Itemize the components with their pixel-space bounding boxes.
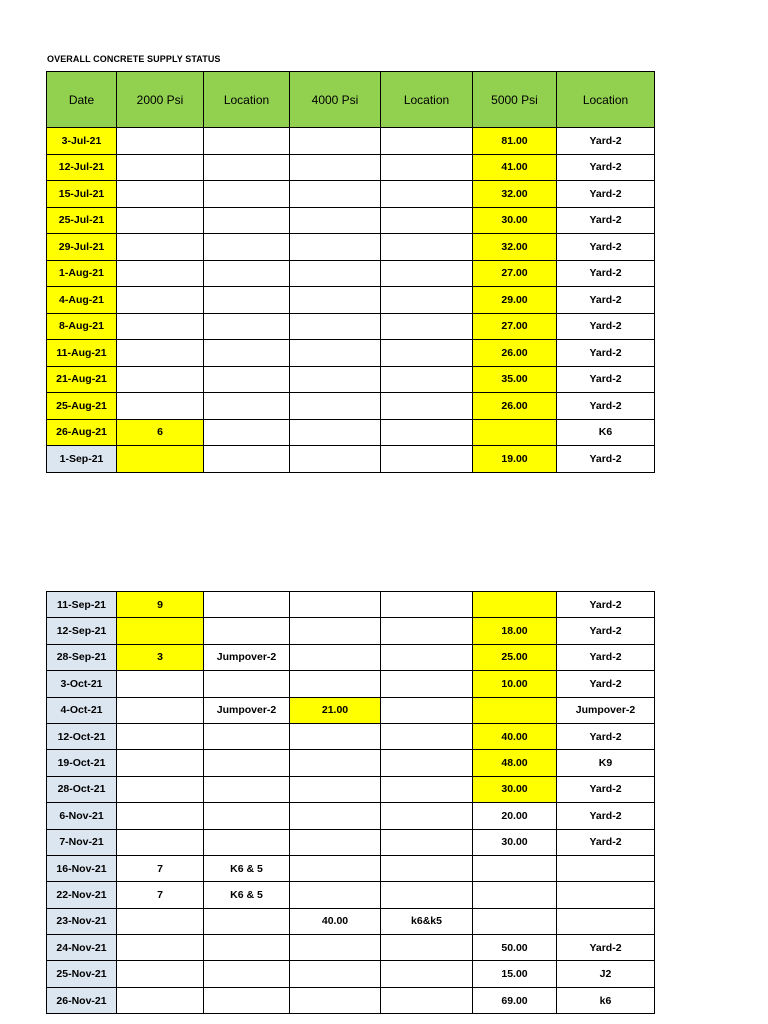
location-2000-cell: [204, 829, 290, 855]
psi-4000-cell: [290, 234, 381, 261]
date-cell: 11-Aug-21: [47, 340, 117, 367]
location-4000-cell: k6&k5: [381, 908, 473, 934]
date-cell: 16-Nov-21: [47, 855, 117, 881]
location-5000-cell: Yard-2: [557, 366, 655, 393]
date-cell: 12-Jul-21: [47, 154, 117, 181]
location-4000-cell: [381, 154, 473, 181]
psi-2000-cell: [117, 366, 204, 393]
location-2000-cell: K6 & 5: [204, 855, 290, 881]
table-row: [47, 776, 655, 802]
psi-5000-cell: 81.00: [473, 128, 557, 155]
date-cell: 28-Sep-21: [47, 644, 117, 670]
psi-4000-cell: [290, 207, 381, 234]
table-row: [47, 803, 655, 829]
location-4000-cell: [381, 987, 473, 1013]
table-row: [47, 697, 655, 723]
psi-4000-cell: [290, 128, 381, 155]
location-5000-cell: Yard-2: [557, 644, 655, 670]
location-2000-cell: [204, 393, 290, 420]
table-row: [47, 987, 655, 1013]
location-5000-cell: Yard-2: [557, 340, 655, 367]
table-row: [47, 935, 655, 961]
psi-4000-cell: [290, 829, 381, 855]
psi-5000-cell: 29.00: [473, 287, 557, 314]
location-4000-cell: [381, 671, 473, 697]
date-cell: 26-Nov-21: [47, 987, 117, 1013]
location-5000-cell: Yard-2: [557, 446, 655, 473]
location-2000-cell: [204, 260, 290, 287]
location-4000-cell: [381, 181, 473, 208]
psi-4000-cell: [290, 154, 381, 181]
location-5000-cell: k6: [557, 987, 655, 1013]
location-5000-cell: Yard-2: [557, 592, 655, 618]
table-row: [47, 592, 655, 618]
header-2000-psi: 2000 Psi: [117, 72, 204, 128]
location-2000-cell: [204, 446, 290, 473]
psi-5000-cell: [473, 419, 557, 446]
location-2000-cell: [204, 419, 290, 446]
location-2000-cell: [204, 961, 290, 987]
date-cell: 8-Aug-21: [47, 313, 117, 340]
psi-2000-cell: [117, 697, 204, 723]
date-cell: 19-Oct-21: [47, 750, 117, 776]
location-5000-cell: J2: [557, 961, 655, 987]
psi-2000-cell: [117, 154, 204, 181]
location-5000-cell: Yard-2: [557, 128, 655, 155]
psi-5000-cell: 35.00: [473, 366, 557, 393]
table-row: [47, 644, 655, 670]
location-4000-cell: [381, 855, 473, 881]
table-row: [47, 446, 655, 473]
location-5000-cell: Yard-2: [557, 207, 655, 234]
location-5000-cell: Yard-2: [557, 287, 655, 314]
psi-5000-cell: 20.00: [473, 803, 557, 829]
psi-4000-cell: [290, 723, 381, 749]
location-2000-cell: [204, 908, 290, 934]
psi-5000-cell: [473, 855, 557, 881]
location-5000-cell: Yard-2: [557, 723, 655, 749]
psi-5000-cell: 27.00: [473, 260, 557, 287]
location-5000-cell: K6: [557, 419, 655, 446]
location-2000-cell: [204, 803, 290, 829]
location-2000-cell: [204, 592, 290, 618]
location-5000-cell: Yard-2: [557, 313, 655, 340]
date-cell: 25-Aug-21: [47, 393, 117, 420]
date-cell: 24-Nov-21: [47, 935, 117, 961]
psi-4000-cell: [290, 260, 381, 287]
location-4000-cell: [381, 419, 473, 446]
date-cell: 15-Jul-21: [47, 181, 117, 208]
location-5000-cell: Yard-2: [557, 803, 655, 829]
psi-5000-cell: 32.00: [473, 181, 557, 208]
location-4000-cell: [381, 234, 473, 261]
psi-4000-cell: 40.00: [290, 908, 381, 934]
psi-2000-cell: [117, 260, 204, 287]
date-cell: 12-Sep-21: [47, 618, 117, 644]
psi-4000-cell: [290, 618, 381, 644]
psi-5000-cell: 25.00: [473, 644, 557, 670]
header-4000-psi: 4000 Psi: [290, 72, 381, 128]
location-5000-cell: Yard-2: [557, 154, 655, 181]
psi-4000-cell: [290, 961, 381, 987]
location-5000-cell: Yard-2: [557, 393, 655, 420]
psi-2000-cell: [117, 671, 204, 697]
psi-2000-cell: [117, 393, 204, 420]
table-row: [47, 618, 655, 644]
location-2000-cell: [204, 776, 290, 802]
location-5000-cell: Yard-2: [557, 935, 655, 961]
psi-4000-cell: [290, 935, 381, 961]
psi-5000-cell: 50.00: [473, 935, 557, 961]
psi-4000-cell: [290, 181, 381, 208]
location-2000-cell: [204, 234, 290, 261]
location-2000-cell: [204, 750, 290, 776]
date-cell: 26-Aug-21: [47, 419, 117, 446]
psi-2000-cell: [117, 829, 204, 855]
psi-5000-cell: 10.00: [473, 671, 557, 697]
psi-4000-cell: [290, 287, 381, 314]
psi-2000-cell: [117, 803, 204, 829]
psi-4000-cell: [290, 750, 381, 776]
psi-5000-cell: 30.00: [473, 829, 557, 855]
date-cell: 6-Nov-21: [47, 803, 117, 829]
table-row: [47, 340, 655, 367]
location-4000-cell: [381, 776, 473, 802]
date-cell: 25-Nov-21: [47, 961, 117, 987]
date-cell: 11-Sep-21: [47, 592, 117, 618]
location-4000-cell: [381, 313, 473, 340]
table-row: [47, 287, 655, 314]
psi-2000-cell: [117, 987, 204, 1013]
psi-5000-cell: 26.00: [473, 340, 557, 367]
psi-5000-cell: 41.00: [473, 154, 557, 181]
location-2000-cell: [204, 618, 290, 644]
location-4000-cell: [381, 697, 473, 723]
location-2000-cell: [204, 207, 290, 234]
psi-5000-cell: 15.00: [473, 961, 557, 987]
location-4000-cell: [381, 644, 473, 670]
psi-5000-cell: 18.00: [473, 618, 557, 644]
location-2000-cell: [204, 723, 290, 749]
psi-4000-cell: 21.00: [290, 697, 381, 723]
location-2000-cell: [204, 340, 290, 367]
location-2000-cell: [204, 154, 290, 181]
psi-4000-cell: [290, 987, 381, 1013]
location-2000-cell: [204, 671, 290, 697]
psi-5000-cell: 26.00: [473, 393, 557, 420]
date-cell: 3-Jul-21: [47, 128, 117, 155]
psi-4000-cell: [290, 882, 381, 908]
table-row: [47, 366, 655, 393]
concrete-supply-table-2: [46, 591, 655, 1014]
location-4000-cell: [381, 393, 473, 420]
table-row: [47, 207, 655, 234]
location-5000-cell: [557, 908, 655, 934]
psi-2000-cell: [117, 618, 204, 644]
location-4000-cell: [381, 207, 473, 234]
psi-2000-cell: 9: [117, 592, 204, 618]
concrete-supply-table-1: [46, 71, 655, 473]
sheet-title: OVERALL CONCRETE SUPPLY STATUS: [47, 54, 221, 64]
header-location-5000: Location: [557, 72, 655, 128]
psi-4000-cell: [290, 419, 381, 446]
psi-4000-cell: [290, 313, 381, 340]
psi-2000-cell: [117, 750, 204, 776]
date-cell: 25-Jul-21: [47, 207, 117, 234]
table-row: [47, 908, 655, 934]
psi-4000-cell: [290, 803, 381, 829]
psi-2000-cell: 7: [117, 882, 204, 908]
location-5000-cell: Yard-2: [557, 181, 655, 208]
psi-2000-cell: [117, 340, 204, 367]
header-location-2000: Location: [204, 72, 290, 128]
location-5000-cell: [557, 855, 655, 881]
date-cell: 7-Nov-21: [47, 829, 117, 855]
date-cell: 1-Aug-21: [47, 260, 117, 287]
location-2000-cell: [204, 313, 290, 340]
psi-2000-cell: [117, 128, 204, 155]
psi-2000-cell: 6: [117, 419, 204, 446]
location-4000-cell: [381, 366, 473, 393]
location-4000-cell: [381, 750, 473, 776]
table-row: [47, 128, 655, 155]
psi-2000-cell: [117, 234, 204, 261]
location-4000-cell: [381, 803, 473, 829]
location-5000-cell: Yard-2: [557, 776, 655, 802]
location-4000-cell: [381, 340, 473, 367]
location-4000-cell: [381, 961, 473, 987]
location-5000-cell: K9: [557, 750, 655, 776]
psi-2000-cell: 7: [117, 855, 204, 881]
psi-5000-cell: 69.00: [473, 987, 557, 1013]
table-row: [47, 723, 655, 749]
psi-5000-cell: [473, 697, 557, 723]
psi-2000-cell: [117, 181, 204, 208]
psi-4000-cell: [290, 671, 381, 697]
date-cell: 1-Sep-21: [47, 446, 117, 473]
psi-5000-cell: 30.00: [473, 776, 557, 802]
psi-5000-cell: 27.00: [473, 313, 557, 340]
table-row: [47, 234, 655, 261]
location-4000-cell: [381, 618, 473, 644]
location-4000-cell: [381, 260, 473, 287]
psi-2000-cell: [117, 287, 204, 314]
psi-5000-cell: [473, 882, 557, 908]
psi-4000-cell: [290, 592, 381, 618]
date-cell: 29-Jul-21: [47, 234, 117, 261]
psi-4000-cell: [290, 776, 381, 802]
location-5000-cell: Yard-2: [557, 260, 655, 287]
location-4000-cell: [381, 128, 473, 155]
psi-4000-cell: [290, 855, 381, 881]
psi-4000-cell: [290, 366, 381, 393]
location-5000-cell: Jumpover-2: [557, 697, 655, 723]
psi-2000-cell: [117, 207, 204, 234]
psi-5000-cell: [473, 908, 557, 934]
header-5000-psi: 5000 Psi: [473, 72, 557, 128]
location-2000-cell: Jumpover-2: [204, 644, 290, 670]
psi-5000-cell: 40.00: [473, 723, 557, 749]
location-2000-cell: [204, 181, 290, 208]
psi-2000-cell: [117, 961, 204, 987]
table-row: [47, 855, 655, 881]
location-2000-cell: [204, 366, 290, 393]
table-row: [47, 181, 655, 208]
psi-2000-cell: [117, 723, 204, 749]
location-5000-cell: [557, 882, 655, 908]
psi-2000-cell: 3: [117, 644, 204, 670]
date-cell: 22-Nov-21: [47, 882, 117, 908]
location-4000-cell: [381, 723, 473, 749]
location-2000-cell: K6 & 5: [204, 882, 290, 908]
date-cell: 12-Oct-21: [47, 723, 117, 749]
psi-5000-cell: [473, 592, 557, 618]
header-row: [47, 72, 655, 128]
location-2000-cell: [204, 935, 290, 961]
psi-2000-cell: [117, 935, 204, 961]
location-5000-cell: Yard-2: [557, 671, 655, 697]
psi-4000-cell: [290, 340, 381, 367]
location-4000-cell: [381, 592, 473, 618]
location-2000-cell: [204, 987, 290, 1013]
psi-2000-cell: [117, 446, 204, 473]
psi-4000-cell: [290, 393, 381, 420]
table-row: [47, 260, 655, 287]
location-5000-cell: Yard-2: [557, 829, 655, 855]
header-location-4000: Location: [381, 72, 473, 128]
location-4000-cell: [381, 882, 473, 908]
header-date: Date: [47, 72, 117, 128]
table-row: [47, 393, 655, 420]
psi-5000-cell: 48.00: [473, 750, 557, 776]
location-4000-cell: [381, 287, 473, 314]
date-cell: 4-Oct-21: [47, 697, 117, 723]
psi-2000-cell: [117, 908, 204, 934]
location-2000-cell: [204, 287, 290, 314]
table-row: [47, 961, 655, 987]
table-row: [47, 750, 655, 776]
table-row: [47, 671, 655, 697]
location-2000-cell: Jumpover-2: [204, 697, 290, 723]
date-cell: 21-Aug-21: [47, 366, 117, 393]
psi-4000-cell: [290, 644, 381, 670]
date-cell: 23-Nov-21: [47, 908, 117, 934]
table-row: [47, 154, 655, 181]
location-4000-cell: [381, 829, 473, 855]
date-cell: 28-Oct-21: [47, 776, 117, 802]
psi-2000-cell: [117, 776, 204, 802]
date-cell: 4-Aug-21: [47, 287, 117, 314]
table-row: [47, 829, 655, 855]
location-2000-cell: [204, 128, 290, 155]
table-row: [47, 419, 655, 446]
location-4000-cell: [381, 446, 473, 473]
location-5000-cell: Yard-2: [557, 234, 655, 261]
table-row: [47, 882, 655, 908]
psi-2000-cell: [117, 313, 204, 340]
psi-5000-cell: 30.00: [473, 207, 557, 234]
date-cell: 3-Oct-21: [47, 671, 117, 697]
psi-5000-cell: 32.00: [473, 234, 557, 261]
location-5000-cell: Yard-2: [557, 618, 655, 644]
table-row: [47, 313, 655, 340]
psi-5000-cell: 19.00: [473, 446, 557, 473]
location-4000-cell: [381, 935, 473, 961]
psi-4000-cell: [290, 446, 381, 473]
